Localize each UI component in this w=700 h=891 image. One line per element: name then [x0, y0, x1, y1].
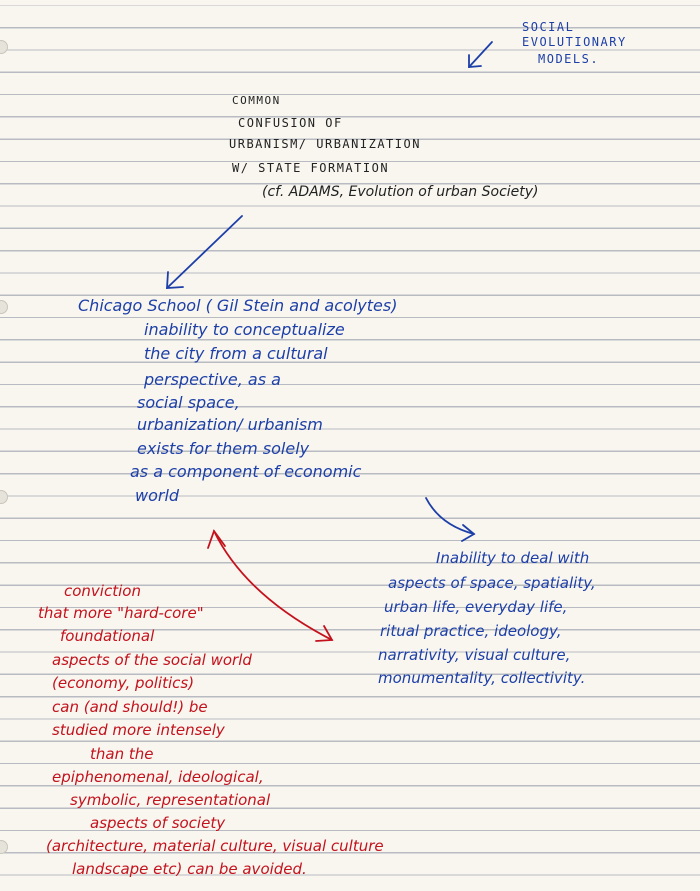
note-line: urbanization/ urbanism — [137, 415, 323, 434]
note-line: monumentality, collectivity. — [378, 669, 586, 687]
note-line: W/ STATE FORMATION — [232, 161, 390, 175]
note-line: COMMON — [232, 94, 281, 107]
note-line: world — [135, 486, 180, 505]
note-line: urban life, everyday life, — [384, 598, 568, 616]
note-line: than the — [90, 745, 154, 763]
note-line: that more "hard-core" — [38, 604, 204, 622]
note-line: studied more intensely — [52, 721, 225, 739]
note-line: (economy, politics) — [52, 674, 195, 692]
arrow-to-chicago-school — [167, 216, 242, 288]
note-line: aspects of society — [90, 814, 226, 832]
note-line: (cf. ADAMS, Evolution of urban Society) — [262, 184, 539, 200]
note-line: can (and should!) be — [52, 698, 208, 716]
note-line: epiphenomenal, ideological, — [52, 768, 264, 786]
note-line: inability to conceptualize — [144, 320, 345, 339]
note-line: exists for them solely — [137, 439, 310, 458]
note-line: MODELS. — [538, 52, 600, 66]
note-line: landscape etc) can be avoided. — [72, 860, 307, 878]
note-line: aspects of space, spatiality, — [388, 574, 596, 592]
note-line: conviction — [64, 582, 141, 600]
note-line: narrativity, visual culture, — [378, 646, 571, 664]
note-line: aspects of the social world — [52, 651, 252, 669]
note-line: ritual practice, ideology, — [380, 622, 562, 640]
arrow-to-inability — [426, 498, 474, 541]
note-line: as a component of economic — [130, 462, 362, 481]
note-line: EVOLUTIONARY — [522, 35, 627, 49]
note-line: Chicago School ( Gil Stein and acolytes) — [78, 296, 398, 315]
note-line: foundational — [60, 627, 155, 645]
note-line: perspective, as a — [144, 370, 281, 389]
arrow-to-social-models — [469, 42, 492, 67]
note-line: the city from a cultural — [144, 344, 328, 363]
note-line: Inability to deal with — [436, 549, 590, 567]
note-line: URBANISM/ URBANIZATION — [229, 137, 421, 151]
note-line: symbolic, representational — [70, 791, 271, 809]
note-line: social space, — [137, 393, 240, 412]
red-double-arrow — [208, 531, 332, 641]
note-line: SOCIAL — [522, 20, 575, 34]
note-line: CONFUSION OF — [238, 116, 343, 130]
note-line: (architecture, material culture, visual culture — [46, 837, 384, 855]
